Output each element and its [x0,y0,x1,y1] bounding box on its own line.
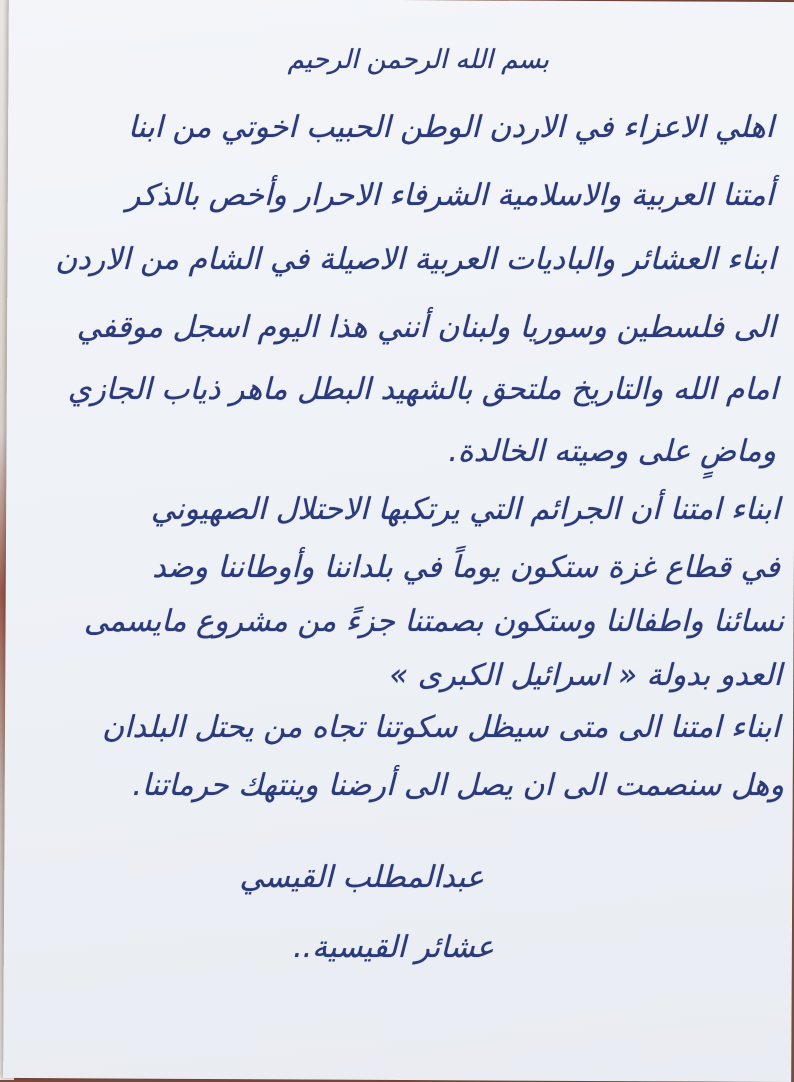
paragraph2-line: ابناء امتنا أن الجرائم التي يرتكبها الاحتلال الصهيوني [150,492,780,527]
paragraph2-line: العدو بدولة « اسرائيل الكبرى » [389,658,782,693]
paragraph3-line: ابناء امتنا الى متى سيظل سكوتنا تجاه من يحتل البلدان [102,710,780,745]
signature-tribe: عشائر القيسية.. [293,930,494,965]
paragraph1-line: اهلي الاعزاء في الاردن الوطن الحبيب اخوتي من ابنا [128,110,774,145]
basmala-heading: بسم الله الرحمن الرحيم [287,45,549,75]
paragraph3-line: وهل سنصمت الى ان يصل الى أرضنا وينتهك حرماتنا. [132,768,784,803]
paragraph1-line: الى فلسطين وسوريا ولبنان أنني هذا اليوم اسجل موقفي [76,310,776,345]
paragraph2-line: نسائنا واطفالنا وستكون بصمتنا جزءً من مشروع مايسمى [83,604,784,639]
paragraph1-line: أمتنا العربية والاسلامية الشرفاء الاحرار وأخص بالذكر [125,178,774,213]
paragraph2-line: في قطاع غزة ستكون يوماً في بلداننا وأوطاننا وضد [152,550,780,585]
paragraph1-line: ابناء العشائر والباديات العربية الاصيلة في الشام من الاردن [55,242,776,277]
paragraph1-line: وماضٍ على وصيته الخالدة. [448,434,776,469]
signature-name: عبدالمطلب القيسي [239,860,484,895]
paragraph1-line: امام الله والتاريخ ملتحق بالشهيد البطل ماهر ذياب الجازي [67,372,778,407]
